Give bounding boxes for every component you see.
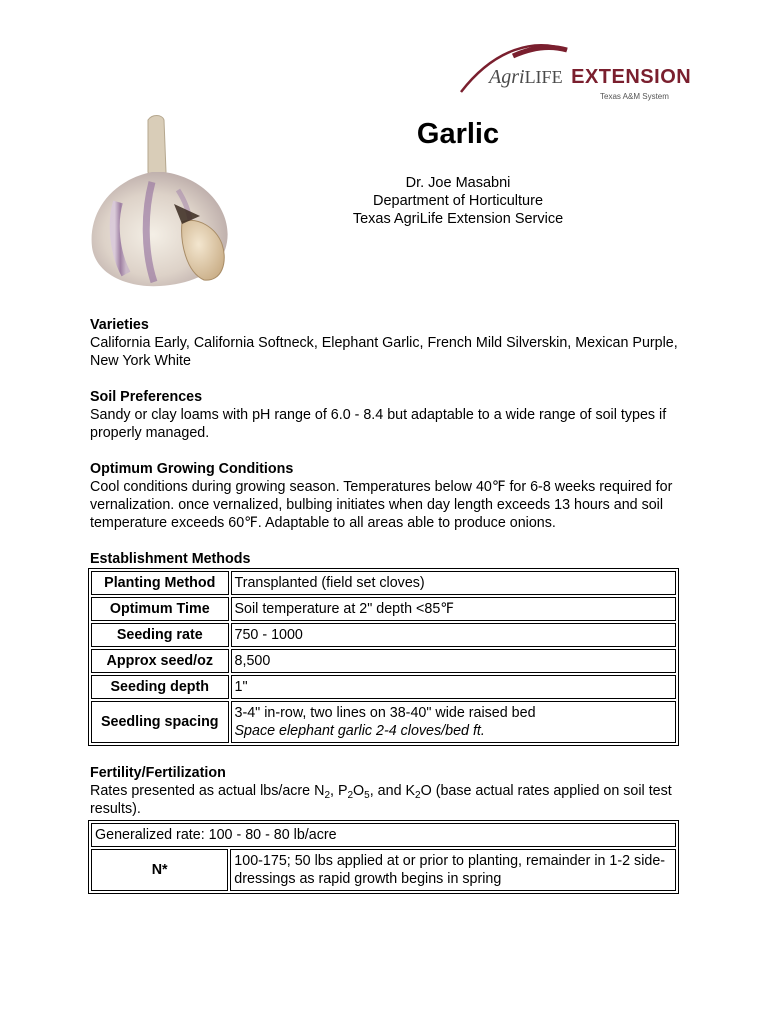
establishment-table [88, 568, 679, 746]
logo-extension: EXTENSION [571, 66, 692, 88]
row-label: Optimum Time [91, 597, 229, 621]
soil-heading: Soil Preferences [90, 389, 203, 405]
varieties-text: California Early, California Softneck, Elephant Garlic, French Mild Silverskin, Mexican Purple, New York White [90, 335, 678, 369]
intro-part: O (base actual rates applied on soil test results). [90, 783, 672, 817]
row-label: Approx seed/oz [91, 649, 229, 673]
row-value: 1" [231, 675, 676, 699]
soil-section [90, 388, 680, 442]
row-value-multi [231, 701, 676, 743]
conditions-heading: Optimum Growing Conditions [90, 461, 294, 477]
spacing-note: Space elephant garlic 2-4 cloves/bed ft. [234, 723, 485, 739]
intro-part: , and K [369, 783, 416, 799]
varieties-section [90, 316, 680, 370]
table-row [91, 597, 676, 621]
row-value: Soil temperature at 2" depth <85℉ [231, 597, 676, 621]
department: Department of Horticulture [372, 193, 544, 209]
row-label: Seeding depth [91, 675, 229, 699]
row-label: Planting Method [91, 571, 229, 595]
spacing-value: 3-4" in-row, two lines on 38-40" wide raised bed [234, 705, 536, 721]
row-label: Seeding rate [91, 623, 229, 647]
table-row [91, 649, 676, 673]
subscript: 2 [415, 790, 421, 801]
subscript: 2 [324, 790, 330, 801]
byline [0, 174, 768, 228]
conditions-section [90, 460, 680, 532]
row-label: Seedling spacing [91, 701, 229, 743]
row-value: 750 - 1000 [231, 623, 676, 647]
intro-part: Rates presented as actual lbs/acre N [90, 783, 325, 799]
table-row [91, 623, 676, 647]
agrilife-extension-logo [455, 40, 692, 110]
generalized-rate: Generalized rate: 100 - 80 - 80 lb/acre [91, 823, 676, 847]
author-name: Dr. Joe Masabni [405, 175, 511, 191]
nitrogen-value: 100-175; 50 lbs applied at or prior to planting, remainder in 1-2 side-dressings as rapid growth begins in spring [230, 849, 676, 891]
logo-wordmark [489, 66, 691, 89]
nitrogen-label: N* [91, 849, 228, 891]
subscript: 2 [347, 790, 354, 801]
row-value: 8,500 [231, 649, 676, 673]
row-value: Transplanted (field set cloves) [231, 571, 676, 595]
organization: Texas AgriLife Extension Service [352, 211, 564, 227]
conditions-text: Cool conditions during growing season. Temperatures below 40℉ for 6-8 weeks required for vernalization. once vernalized, bulbing initiates when day length exceeds 13 hours and soil temperature exceeds 60℉. Adaptable to all areas able to produce onions. [90, 479, 673, 531]
fertility-heading: Fertility/Fertilization [90, 765, 226, 781]
table-row [91, 823, 676, 847]
logo-subtitle: Texas A&M System [600, 92, 669, 101]
intro-part: O [353, 783, 365, 799]
logo-agri: Agri [489, 66, 525, 88]
intro-part: , P [330, 783, 348, 799]
soil-text: Sandy or clay loams with pH range of 6.0 - 8.4 but adaptable to a wide range of soil types if properly managed. [90, 407, 667, 441]
varieties-heading: Varieties [90, 317, 149, 333]
fertility-table [88, 820, 679, 894]
table-row [91, 849, 676, 891]
table-row [91, 701, 676, 743]
establishment-heading: Establishment Methods [90, 551, 251, 567]
logo-life: LIFE [524, 67, 563, 87]
establishment-section [90, 550, 680, 746]
fertility-intro [90, 782, 680, 818]
fertility-section [90, 764, 680, 894]
document-body [90, 316, 680, 894]
subscript: 5 [364, 790, 370, 801]
table-row [91, 675, 676, 699]
table-row [91, 571, 676, 595]
page-title: Garlic [416, 118, 500, 150]
